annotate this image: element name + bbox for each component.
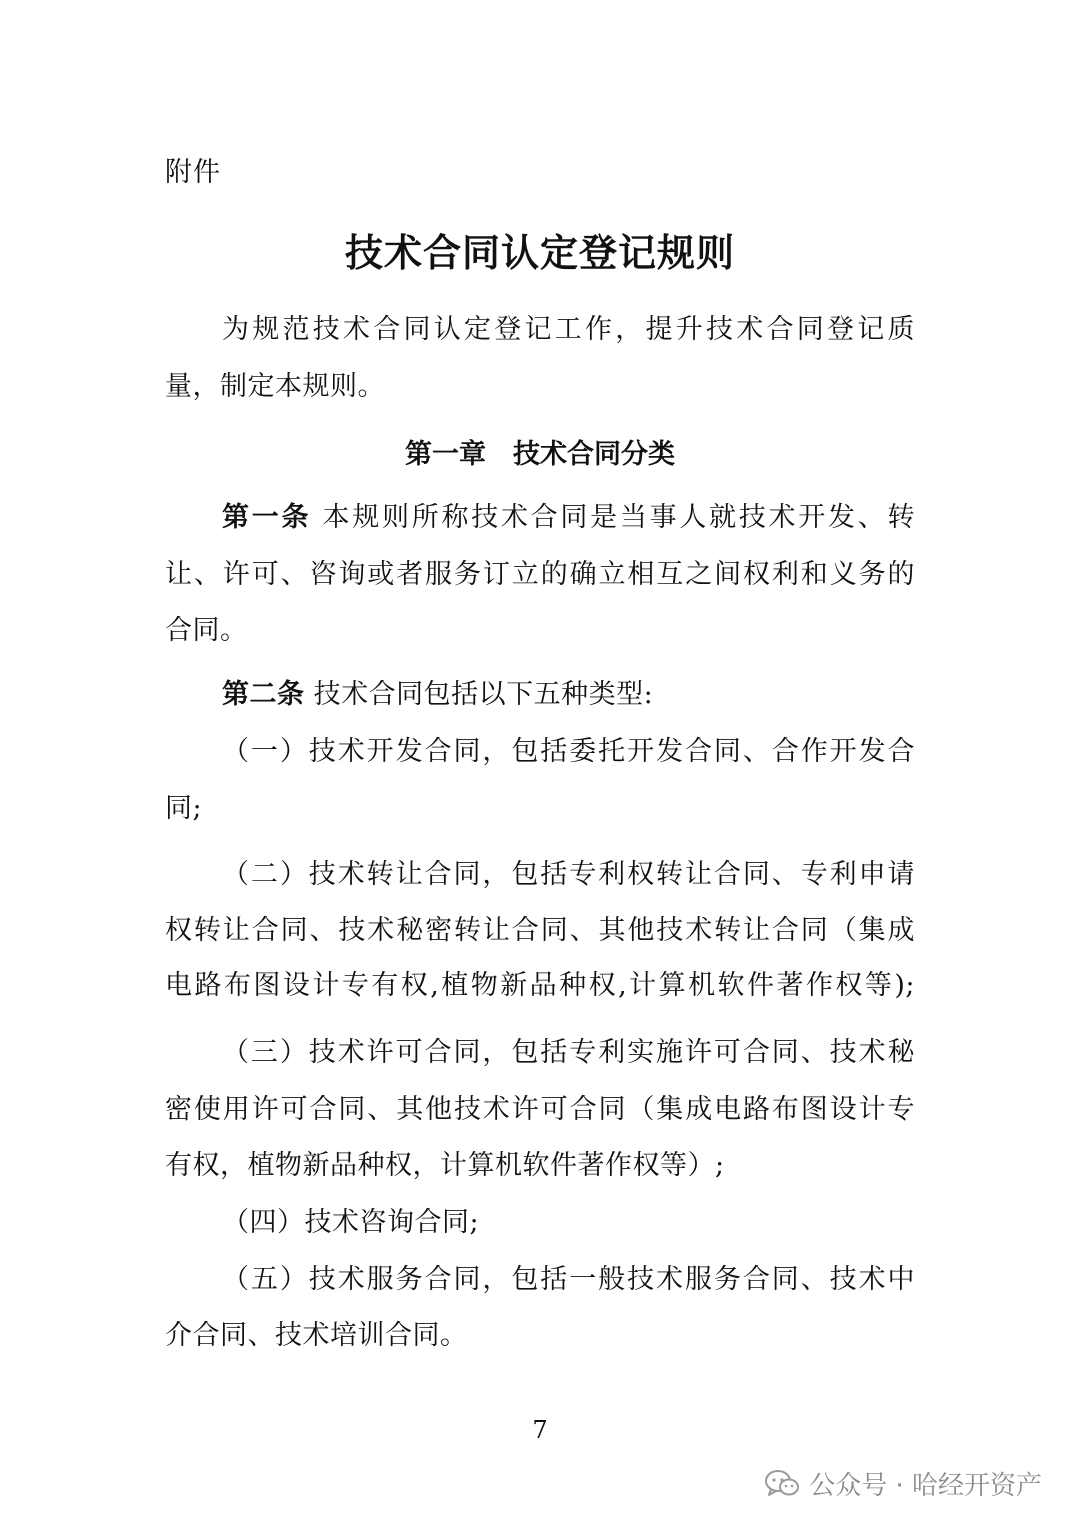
chapter-heading: 第一章 技术合同分类 <box>405 439 675 470</box>
item-4-line-1: （四）技术咨询合同; <box>222 1207 480 1238</box>
article-1-line-2: 让、许可、咨询或者服务订立的确立相互之间权利和义务的 <box>165 559 915 590</box>
item-3-line-2: 密使用许可合同、其他技术许可合同（集成电路布图设计专 <box>165 1094 915 1125</box>
article-1-line-1 <box>222 500 915 536</box>
watermark-text: 公众号 · 哈经开资产 <box>809 1471 1042 1501</box>
item-2-line-2: 权转让合同、技术秘密转让合同、其他技术转让合同（集成 <box>165 915 915 946</box>
intro-line-2: 量，制定本规则。 <box>165 371 385 402</box>
article-2-line-1 <box>222 677 915 713</box>
item-3-line-1: （三）技术许可合同，包括专利实施许可合同、技术秘 <box>222 1037 915 1068</box>
item-3-line-3: 有权，植物新品种权，计算机软件著作权等）; <box>165 1150 725 1181</box>
wechat-icon <box>765 1470 799 1498</box>
item-1-line-2: 同; <box>165 793 203 824</box>
article-1-text: 本规则所称技术合同是当事人就技术开发、转 <box>311 502 916 533</box>
intro-line-1: 为规范技术合同认定登记工作，提升技术合同登记质 <box>222 314 915 345</box>
article-2-text: 技术合同包括以下五种类型: <box>304 679 654 710</box>
article-2-lead: 第二条 <box>222 679 305 710</box>
article-1-line-3: 合同。 <box>165 615 248 646</box>
document-title: 技术合同认定登记规则 <box>344 230 735 275</box>
attachment-label: 附件 <box>165 157 221 188</box>
watermark <box>765 1465 1042 1502</box>
item-2-line-3: 电路布图设计专有权,植物新品种权,计算机软件著作权等); <box>165 970 915 1001</box>
page-number: 7 <box>532 1416 548 1444</box>
item-2-line-1: （二）技术转让合同，包括专利权转让合同、专利申请 <box>222 859 915 890</box>
item-5-line-1: （五）技术服务合同，包括一般技术服务合同、技术中 <box>222 1264 915 1295</box>
item-5-line-2: 介合同、技术培训合同。 <box>165 1320 468 1351</box>
article-1-lead: 第一条 <box>222 502 312 533</box>
item-1-line-1: （一）技术开发合同，包括委托开发合同、合作开发合 <box>222 736 915 767</box>
